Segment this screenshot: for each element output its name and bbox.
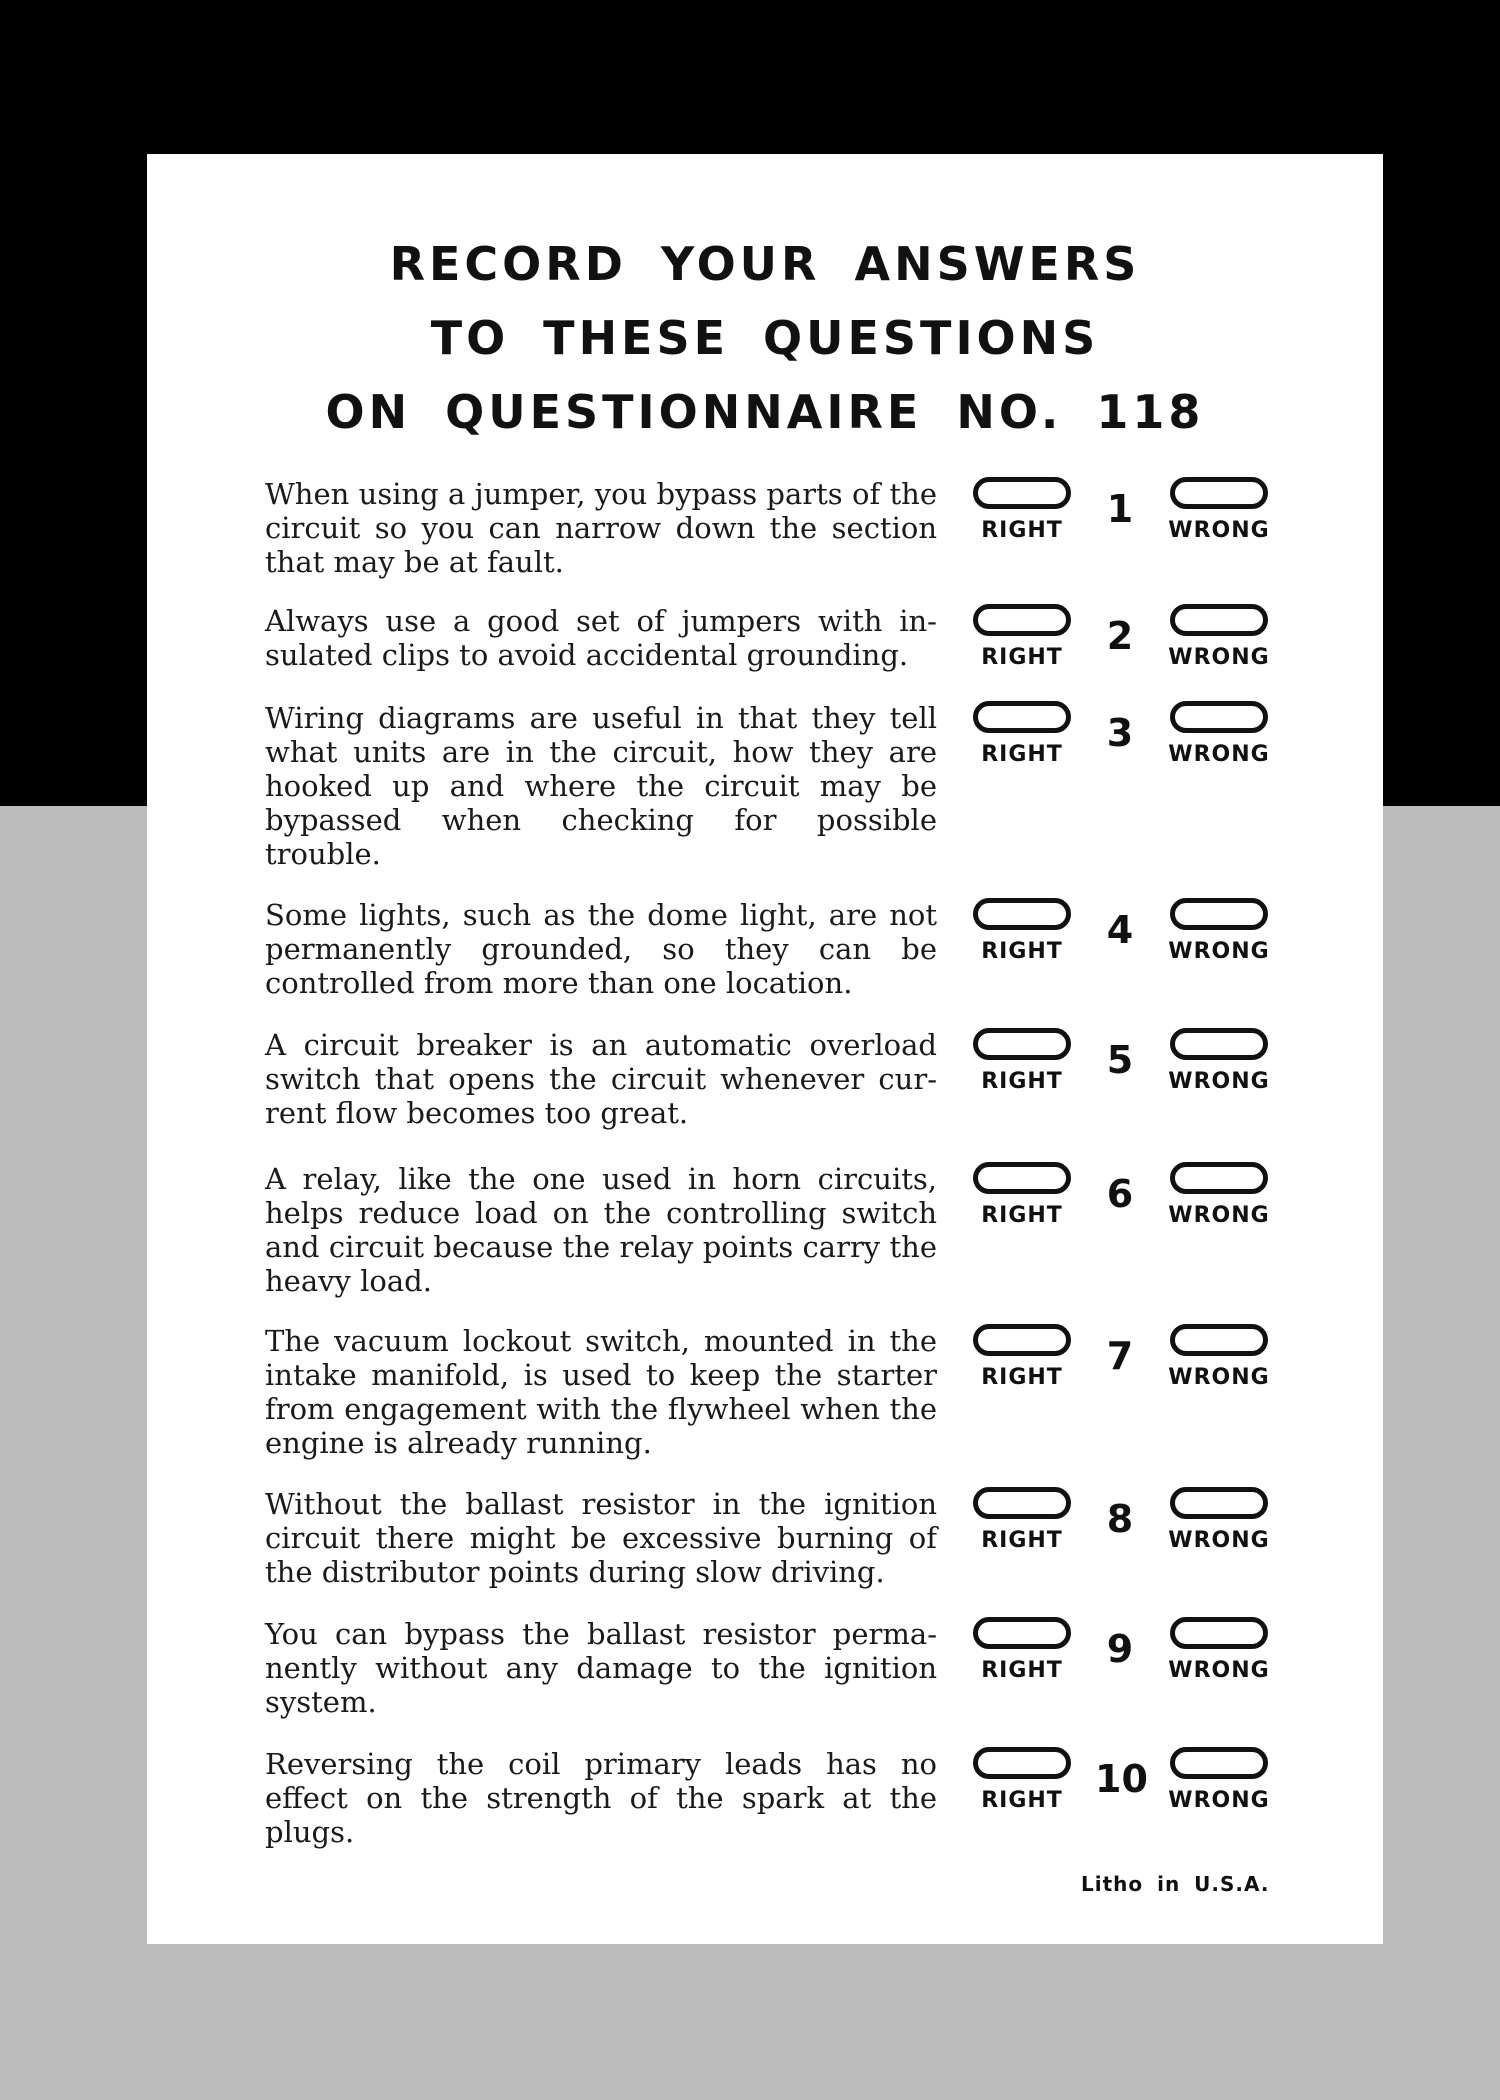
question-number: 8 <box>1106 1497 1134 1541</box>
answer-oval[interactable] <box>1170 1747 1268 1779</box>
question-text: The vacuum lockout switch, mounted in the intake manifold, is used to keep the starter from engagement with the flywheel when the engine is already running. <box>265 1324 937 1460</box>
header-line-2: TO THESE QUESTIONS <box>430 311 1100 365</box>
answer-oval[interactable] <box>973 1162 1071 1194</box>
wrong-answer-option[interactable] <box>1159 898 1279 964</box>
answer-oval[interactable] <box>973 701 1071 733</box>
answer-oval[interactable] <box>973 1028 1071 1060</box>
right-label: RIGHT <box>981 1069 1063 1094</box>
answer-oval[interactable] <box>973 1747 1071 1779</box>
wrong-label: WRONG <box>1168 1528 1270 1553</box>
question-text: A relay, like the one used in horn circuits, helps reduce load on the controlling switch and circuit because the relay points carry the heavy load. <box>265 1162 937 1298</box>
right-answer-option[interactable] <box>967 898 1077 964</box>
right-answer-option[interactable] <box>967 701 1077 767</box>
answer-oval[interactable] <box>1170 1617 1268 1649</box>
answer-oval[interactable] <box>973 477 1071 509</box>
right-label: RIGHT <box>981 1203 1063 1228</box>
right-answer-option[interactable] <box>967 477 1077 543</box>
question-text: Without the ballast resistor in the ignition circuit there might be excessive burning of the distributor points during slow driving. <box>265 1487 937 1589</box>
question-number: 6 <box>1106 1172 1134 1216</box>
question-text: Always use a good set of jumpers with in-sulated clips to avoid accidental grounding. <box>265 604 937 672</box>
question-number: 9 <box>1106 1627 1134 1671</box>
question-number: 4 <box>1106 908 1134 952</box>
answer-oval[interactable] <box>973 604 1071 636</box>
answer-oval[interactable] <box>1170 898 1268 930</box>
answer-oval[interactable] <box>973 1617 1071 1649</box>
answer-oval[interactable] <box>1170 1162 1268 1194</box>
right-answer-option[interactable] <box>967 1162 1077 1228</box>
answer-oval[interactable] <box>1170 701 1268 733</box>
answer-oval[interactable] <box>973 1487 1071 1519</box>
wrong-answer-option[interactable] <box>1159 701 1279 767</box>
wrong-label: WRONG <box>1168 1788 1270 1813</box>
right-label: RIGHT <box>981 645 1063 670</box>
wrong-label: WRONG <box>1168 645 1270 670</box>
wrong-answer-option[interactable] <box>1159 1487 1279 1553</box>
right-answer-option[interactable] <box>967 1324 1077 1390</box>
question-number: 7 <box>1106 1334 1134 1378</box>
wrong-label: WRONG <box>1168 518 1270 543</box>
question-text: A circuit breaker is an automatic overload switch that opens the circuit whenever cur-rent flow becomes too great. <box>265 1028 937 1130</box>
wrong-label: WRONG <box>1168 1069 1270 1094</box>
wrong-label: WRONG <box>1168 1365 1270 1390</box>
wrong-answer-option[interactable] <box>1159 1617 1279 1683</box>
wrong-label: WRONG <box>1168 939 1270 964</box>
right-label: RIGHT <box>981 742 1063 767</box>
answer-card <box>147 154 1383 1944</box>
answer-oval[interactable] <box>1170 477 1268 509</box>
right-label: RIGHT <box>981 1365 1063 1390</box>
wrong-answer-option[interactable] <box>1159 1162 1279 1228</box>
question-text: You can bypass the ballast resistor perma-nently without any damage to the ignition system. <box>265 1617 937 1719</box>
answer-oval[interactable] <box>973 898 1071 930</box>
answer-oval[interactable] <box>1170 1487 1268 1519</box>
wrong-answer-option[interactable] <box>1159 1747 1279 1813</box>
answer-oval[interactable] <box>1170 1324 1268 1356</box>
question-number: 5 <box>1106 1038 1134 1082</box>
header-line-3: ON QUESTIONNAIRE NO. 118 <box>325 385 1205 439</box>
right-label: RIGHT <box>981 1788 1063 1813</box>
right-answer-option[interactable] <box>967 1617 1077 1683</box>
wrong-label: WRONG <box>1168 742 1270 767</box>
wrong-answer-option[interactable] <box>1159 1324 1279 1390</box>
answer-oval[interactable] <box>1170 1028 1268 1060</box>
answer-oval[interactable] <box>1170 604 1268 636</box>
right-answer-option[interactable] <box>967 1487 1077 1553</box>
question-number: 2 <box>1106 614 1134 658</box>
question-text: Some lights, such as the dome light, are not permanently grounded, so they can be controlled from more than one location. <box>265 898 937 1000</box>
answer-oval[interactable] <box>973 1324 1071 1356</box>
wrong-answer-option[interactable] <box>1159 1028 1279 1094</box>
wrong-label: WRONG <box>1168 1658 1270 1683</box>
wrong-answer-option[interactable] <box>1159 604 1279 670</box>
right-answer-option[interactable] <box>967 604 1077 670</box>
question-number: 1 <box>1106 487 1134 531</box>
right-answer-option[interactable] <box>967 1747 1077 1813</box>
litho-footer: Litho in U.S.A. <box>1081 1872 1270 1896</box>
card-header <box>147 227 1383 449</box>
right-answer-option[interactable] <box>967 1028 1077 1094</box>
question-text: Wiring diagrams are useful in that they tell what units are in the circuit, how they are hooked up and where the circuit may be bypassed when checking for possible trouble. <box>265 701 937 871</box>
question-number: 3 <box>1106 711 1134 755</box>
wrong-answer-option[interactable] <box>1159 477 1279 543</box>
wrong-label: WRONG <box>1168 1203 1270 1228</box>
right-label: RIGHT <box>981 939 1063 964</box>
question-text: Reversing the coil primary leads has no effect on the strength of the spark at the plugs. <box>265 1747 937 1849</box>
question-number: 10 <box>1095 1757 1148 1801</box>
header-line-1: RECORD YOUR ANSWERS <box>389 237 1141 291</box>
right-label: RIGHT <box>981 1528 1063 1553</box>
right-label: RIGHT <box>981 1658 1063 1683</box>
right-label: RIGHT <box>981 518 1063 543</box>
question-text: When using a jumper, you bypass parts of the circuit so you can narrow down the section that may be at fault. <box>265 477 937 579</box>
